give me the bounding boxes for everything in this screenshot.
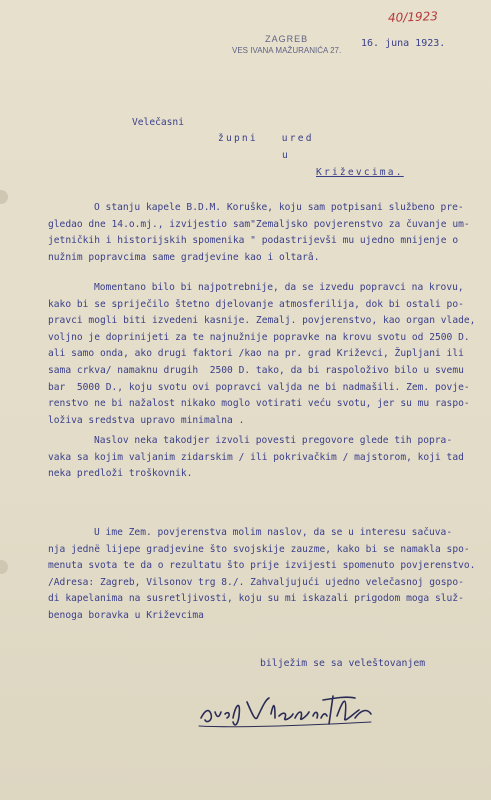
text-line: kako bi se spriječilo štetno djelovanje atmosferilija, dok bi ostali po- [48, 298, 464, 310]
address-stamp [232, 34, 341, 56]
text-line: ali samo onda, ako drugi faktori /kao na pr. grad Križevci, Župljani ili [48, 348, 464, 360]
addressee-town: Križevcima. [316, 167, 404, 178]
text-line: nja jednë lijepe gradjevine što svojskije zauzme, kako bi se namakla spo- [48, 543, 470, 555]
salutation: Velečasni [132, 117, 184, 128]
text-line: di kapelanima na susretljivosti, koju su mi iskazali prigodom moga služ- [48, 593, 464, 605]
text-line: menuta svota te da o rezultatu što prije izvijesti spomenuto povjerenstvo. [48, 560, 476, 572]
text-line: gledao dne 14.o.mj., izvijestio sam"Zemaljsko povjerenstvo za čuvanje um- [48, 218, 470, 230]
closing-line: bilježim se sa veleštovanjem [260, 658, 426, 669]
paragraph-2 [48, 280, 476, 429]
text-line: U ime Zem. povjerenstva molim naslov, da se u interesu sačuva- [94, 527, 453, 538]
handwritten-signature [195, 688, 380, 732]
text-line: Naslov neka takodjer izvoli povesti pregovore glede tih popra- [94, 435, 453, 446]
text-line: voljno je doprinijeti za te najnužnije popravke na krovu svotu od 2500 D. [48, 331, 470, 343]
punch-hole [0, 190, 8, 204]
reference-number: 40/1923 [387, 9, 439, 25]
text-line: bar 5000 D., koju svotu ovi popravci valjda ne bi nadmašili. Zem. povje- [48, 381, 470, 393]
text-line: neka predloži troškovnik. [48, 468, 193, 480]
text-line: O stanju kapele B.D.M. Koruške, koju sam potpisani službeno pre- [94, 202, 464, 213]
text-line: benoga boravka u Križevcima [48, 609, 204, 621]
addressee-preposition: u [282, 150, 288, 161]
paragraph-3 [48, 433, 468, 483]
addressee-office: župni ured [218, 133, 314, 144]
punch-hole [0, 560, 8, 574]
paragraph-1 [48, 200, 468, 266]
text-line: nužnim popravcima same gradjevine kao i oltarâ. [48, 251, 320, 263]
text-line: sama crkva/ namaknu drugih 2500 D. tako, da bi raspoloživo bilo u svemu [48, 364, 464, 376]
text-line: Momentano bilo bi najpotrebnije, da se izvedu popravci na krovu, [94, 282, 464, 293]
text-line: renstvo ne bi nažalost nikako moglo votirati veću svotu, jer su mu raspo- [48, 398, 470, 410]
paragraph-4 [48, 525, 476, 625]
text-line: pravci mogli biti izvedeni kasnije. Zemalj. povjerenstvo, kao organ vlade, [48, 315, 476, 327]
stamp-city: ZAGREB [265, 34, 309, 44]
text-line: /Adresa: Zagreb, Vilsonov trg 8./. Zahvaljujući ujedno velečasnoj gospo- [48, 576, 464, 588]
stamp-street: VES IVANA MAŽURANIĆA 27. [232, 46, 342, 55]
text-line: jetničkih i historijskih spomenika " podastrijevši mu ujedno mnijenje o [48, 235, 459, 247]
letter-date: 16. juna 1923. [361, 38, 446, 49]
text-line: loživa sredstva upravo minimalna . [48, 414, 245, 426]
text-line: vaka sa kojim valjanim zidarskim / ili pokrivačkim / majstorom, koji tad [48, 451, 464, 463]
